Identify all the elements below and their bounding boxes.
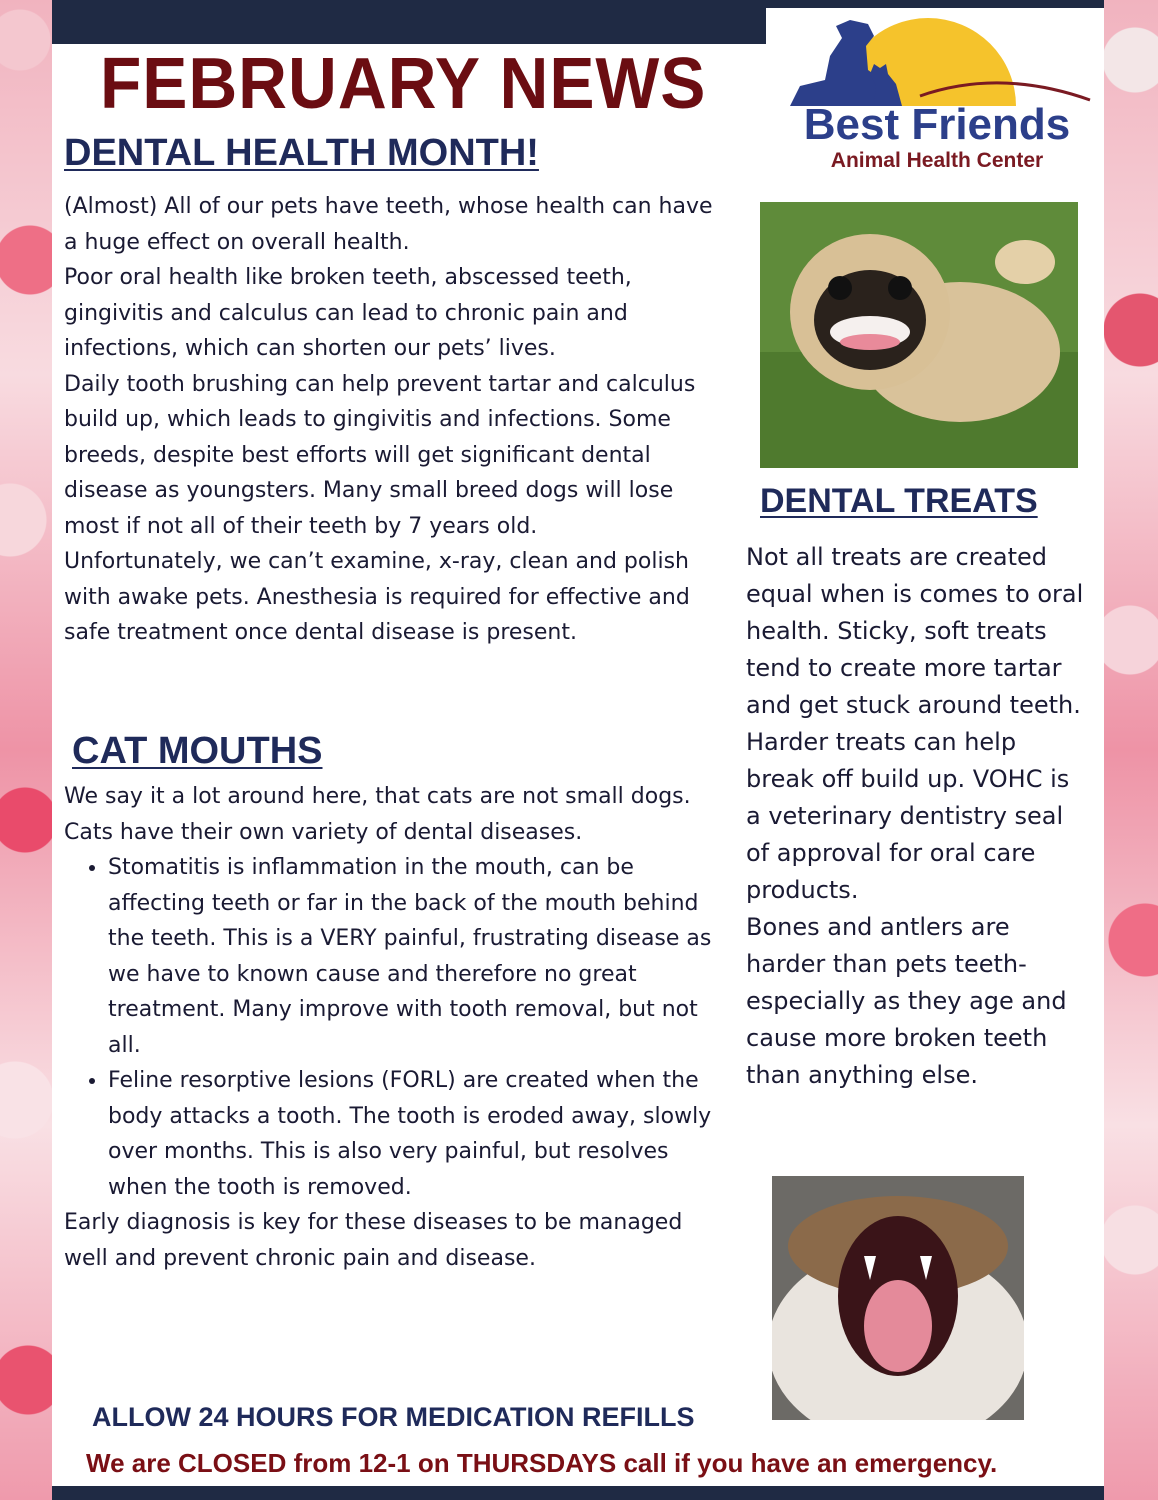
dental-paragraph: Unfortunately, we can’t examine, x-ray, clean and polish with awake pets. Anesthesia is required for effective and safe treatment once dental disease is present. bbox=[64, 549, 690, 645]
pug-photo bbox=[760, 202, 1078, 468]
dental-paragraph: Poor oral health like broken teeth, abscessed teeth, gingivitis and calculus can lead to chronic pain and infections, which can shorten our pets’ lives. bbox=[64, 265, 632, 361]
refill-notice: ALLOW 24 HOURS FOR MEDICATION REFILLS bbox=[92, 1402, 695, 1432]
dental-paragraph: (Almost) All of our pets have teeth, whose health can have a huge effect on overall health. bbox=[64, 194, 713, 255]
cat-yawning-photo bbox=[772, 1176, 1024, 1420]
cat-intro: We say it a lot around here, that cats are not small dogs. Cats have their own variety of dental diseases. bbox=[64, 784, 691, 845]
bottom-bar bbox=[52, 1486, 1104, 1500]
top-bar-right bbox=[766, 0, 1104, 8]
list-item: • Feline resorptive lesions (FORL) are created when the body attacks a tooth. The tooth is eroded away, slowly over months. This is also very painful, but resolves when the tooth is removed. bbox=[108, 1063, 724, 1205]
dental-paragraph: Daily tooth brushing can help prevent tartar and calculus build up, which leads to gingivitis and infections. Some breeds, despite best efforts will get significant dental disease as youngsters. Many small breed dogs will lose most if not all of their teeth by 7 years old. bbox=[64, 371, 696, 539]
clinic-name: Best Friends bbox=[803, 100, 1071, 149]
closed-notice: We are CLOSED from 12-1 on THURSDAYS call if you have an emergency. bbox=[86, 1448, 998, 1478]
clinic-subtitle: Animal Health Center bbox=[830, 149, 1044, 172]
dental-health-body bbox=[64, 189, 724, 651]
top-bar bbox=[52, 0, 766, 44]
cat-mouths-heading: CAT MOUTHS bbox=[72, 730, 323, 772]
page-title: FEBRUARY NEWS bbox=[100, 44, 707, 124]
dental-health-heading: DENTAL HEALTH MONTH! bbox=[64, 132, 539, 174]
cat-mouths-body bbox=[64, 779, 724, 1276]
dental-treats-body bbox=[746, 539, 1086, 1094]
treats-paragraph: Not all treats are created equal when is comes to oral health. Sticky, soft treats tend to create more tartar and get stuck around teeth. Harder treats can help break off build up. VOHC is a veterinary dentistry seal of approval for oral care products. bbox=[746, 543, 1084, 904]
cat-outro: Early diagnosis is key for these diseases to be managed well and prevent chronic pain and disease. bbox=[64, 1210, 683, 1271]
dental-treats-heading: DENTAL TREATS bbox=[760, 482, 1038, 520]
treats-paragraph: Bones and antlers are harder than pets teeth- especially as they age and cause more broken teeth than anything else. bbox=[746, 913, 1067, 1089]
list-item: • Stomatitis is inflammation in the mouth, can be affecting teeth or far in the back of the mouth behind the teeth. This is a VERY painful, frustrating disease as we have to known cause and therefore no great treatment. Many improve with tooth removal, but not all. bbox=[108, 850, 724, 1063]
cat-disease-list bbox=[64, 850, 724, 1205]
